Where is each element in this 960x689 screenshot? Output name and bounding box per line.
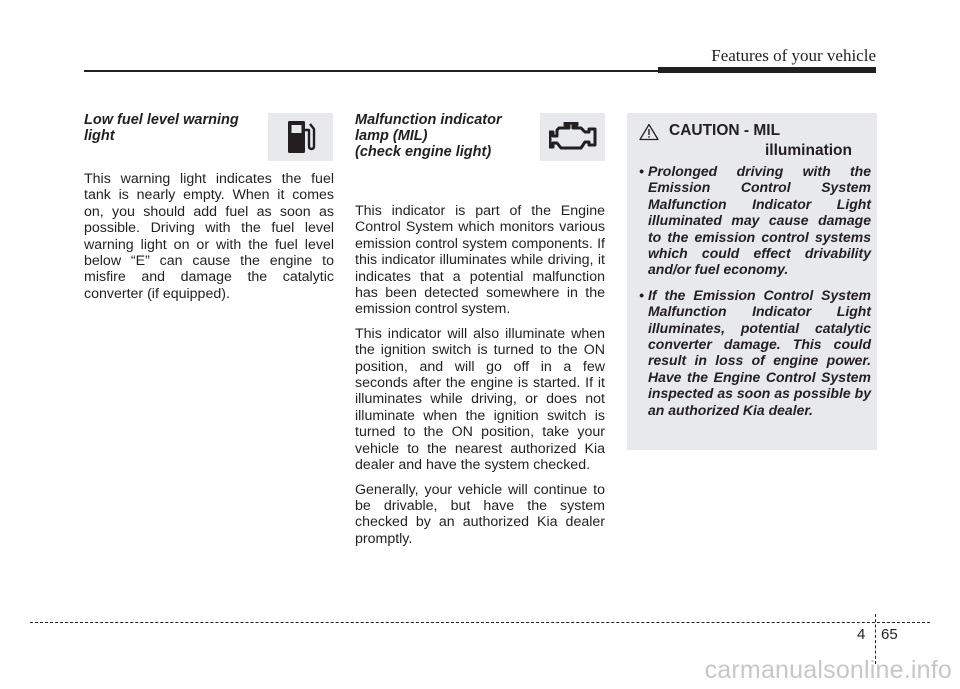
- caution-item: [639, 287, 871, 418]
- page-number: 65: [881, 626, 898, 643]
- warning-triangle-icon: [639, 123, 659, 141]
- low-fuel-paragraph: This warning light indicates the fuel tank is nearly empty. When it comes on, you should add fuel as soon as possible. Driving with the fuel level warning light on or with the fuel level below “E” can cause the engine to misfire and damage the catalytic converter (if equipped).: [84, 171, 334, 302]
- check-engine-icon: [549, 122, 597, 152]
- caution-box: [627, 113, 877, 450]
- bullet-icon: •: [639, 163, 644, 179]
- chapter-number: 4: [857, 626, 866, 643]
- caution-title-line1: CAUTION - MIL: [669, 122, 781, 139]
- fuel-pump-icon: [286, 118, 316, 156]
- caution-item-text: If the Emission Control System Malfunction Indicator Light illuminates, potential catalytic converter damage. This could result in loss of engine power. Have the Engine Control System inspected as soon as possible by an authorized Kia dealer.: [648, 286, 871, 418]
- footer-rule: [30, 622, 930, 623]
- bullet-icon: •: [639, 286, 644, 303]
- caution-item-text: Prolonged driving with the Emission Control System Malfunction Indicator Light illuminated may cause damage to the emission control systems which could effect drivability and/or fuel economy.: [648, 163, 871, 278]
- mil-paragraph-2: This indicator will also illuminate when the ignition switch is turned to the ON position, and will go off in a few seconds after the engine is started. If it illuminates while driving, or does not illuminate when the ignition switch is turned to the ON position, take your vehicle to the nearest authorized Kia dealer and have the system checked.: [355, 325, 605, 474]
- mil-title-line2: lamp (MIL): [355, 128, 428, 144]
- low-fuel-title-line1: Low fuel level warning: [84, 112, 239, 128]
- mil-icon-box: [540, 113, 605, 161]
- watermark-link[interactable]: carmanualsonline.info: [704, 656, 952, 684]
- mil-paragraph-3: Generally, your vehicle will continue to be drivable, but have the system checked by an authorized Kia dealer promptly.: [355, 481, 605, 547]
- header-rule-accent: [658, 67, 876, 73]
- low-fuel-title-line2: light: [84, 128, 115, 144]
- mil-title-line3: (check engine light): [355, 144, 492, 160]
- low-fuel-icon-box: [268, 113, 333, 161]
- mil-title-line1: Malfunction indicator: [355, 112, 502, 128]
- header-title: Features of your vehicle: [711, 46, 876, 65]
- mil-paragraph-1: This indicator is part of the Engine Control System which monitors various emission control system components. If this indicator illuminates while driving, it indicates that a potential malfunction has been detected somewhere in the emission control system.: [355, 203, 605, 318]
- header-rule: [84, 70, 660, 72]
- caution-title-line2: illumination: [765, 142, 852, 159]
- caution-item: [639, 163, 871, 278]
- caution-list: [639, 163, 871, 427]
- mil-section: [355, 112, 605, 555]
